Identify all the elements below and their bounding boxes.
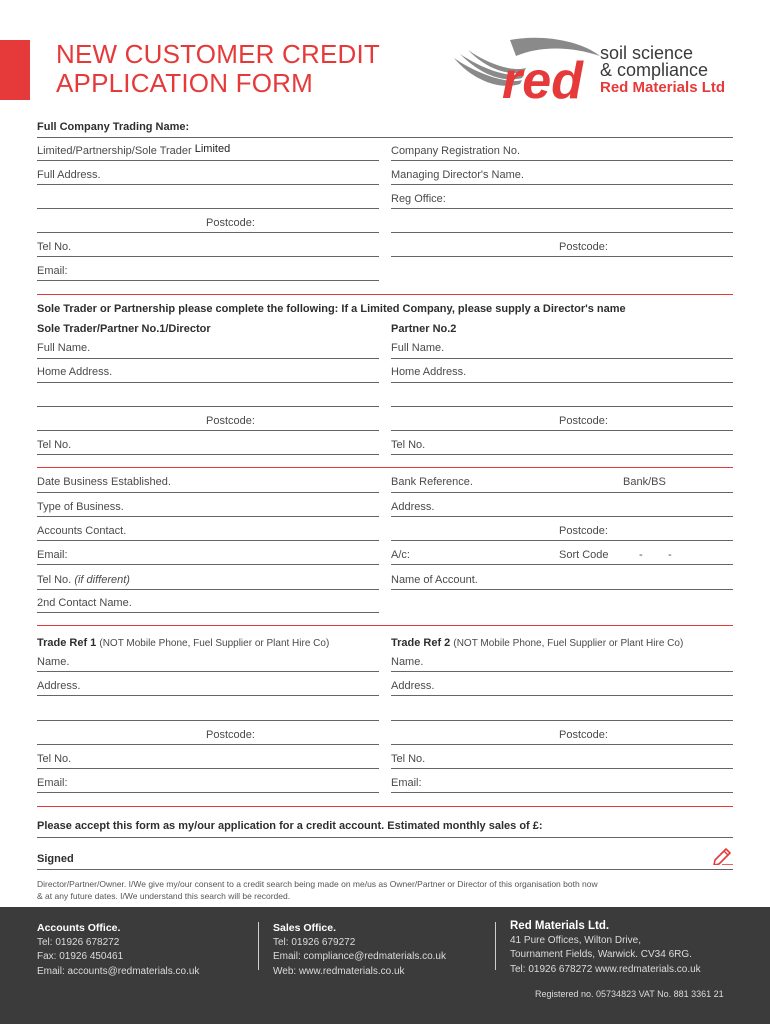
sort-code-label: Sort Code: [559, 549, 609, 561]
business-tel-field[interactable]: [37, 589, 379, 590]
company-address-2: Tournament Fields, Warwick. CV34 6RG.: [510, 949, 692, 960]
full-address-line-2[interactable]: [37, 208, 379, 209]
trade-ref-1-postcode-label: Postcode:: [206, 729, 255, 741]
footer-divider: [495, 922, 496, 970]
partner-2-address-line-2[interactable]: [391, 406, 733, 407]
title-line-2: APPLICATION FORM: [56, 68, 313, 98]
company-tel-field[interactable]: [37, 256, 379, 257]
second-contact-field[interactable]: [37, 612, 379, 613]
company-details: [510, 919, 701, 977]
trade-ref-2-address-line-2[interactable]: [391, 720, 733, 721]
trade-ref-2-postcode-field[interactable]: [391, 744, 733, 745]
reg-no-label: Company Registration No.: [391, 145, 521, 157]
reg-office-line-2[interactable]: [391, 232, 733, 233]
bank-bs-label: Bank/BS: [623, 476, 666, 488]
sales-office-tel: Tel: 01926 679272: [273, 936, 356, 948]
logo-line-3: Red Materials Ltd: [600, 79, 726, 96]
accounts-office-email[interactable]: Email: accounts@redmaterials.co.uk: [37, 965, 200, 977]
trade-ref-1-heading: Trade Ref 1 (NOT Mobile Phone, Fuel Supplier or Plant Hire Co): [37, 637, 330, 649]
partner-1-heading: Sole Trader/Partner No.1/Director: [37, 323, 211, 335]
trading-name-field[interactable]: [37, 137, 733, 138]
business-email-label: Email:: [37, 549, 68, 561]
partner-1-address-label: Home Address.: [37, 366, 113, 378]
reg-no-field[interactable]: [391, 160, 733, 161]
trade-ref-2-email-label: Email:: [391, 777, 422, 789]
trade-ref-1-address-line-2[interactable]: [37, 720, 379, 721]
partner-1-address-field[interactable]: [37, 382, 379, 383]
trade-ref-1-email-field[interactable]: [37, 792, 379, 793]
trade-ref-2-address-label: Address.: [391, 680, 435, 692]
managing-director-field[interactable]: [391, 184, 733, 185]
logo-text: [600, 45, 725, 96]
trade-ref-1-tel-label: Tel No.: [37, 753, 72, 765]
company-postcode-label: Postcode:: [206, 217, 255, 229]
signed-label: Signed: [37, 853, 74, 865]
trading-name-label: Full Company Trading Name:: [37, 121, 190, 133]
sales-office-title: Sales Office.: [273, 922, 337, 934]
second-contact-label: 2nd Contact Name.: [37, 597, 132, 609]
partner-1-name-label: Full Name.: [37, 342, 91, 354]
trade-ref-1-address-field[interactable]: [37, 695, 379, 696]
date-established-field[interactable]: [37, 492, 379, 493]
trade-ref-1-name-label: Name.: [37, 656, 70, 668]
partner-1-postcode-field[interactable]: [37, 430, 379, 431]
entity-type-value[interactable]: Limited: [194, 143, 231, 155]
full-address-label: Full Address.: [37, 169, 101, 181]
bank-reference-label: Bank Reference.: [391, 476, 473, 488]
partner-2-name-field[interactable]: [391, 358, 733, 359]
logo-line-2: & compliance: [600, 60, 709, 80]
trade-ref-2-address-field[interactable]: [391, 695, 733, 696]
trade-ref-2-name-label: Name.: [391, 656, 424, 668]
partner-1-address-line-2[interactable]: [37, 406, 379, 407]
partner-1-tel-field[interactable]: [37, 454, 379, 455]
company-postcode-field[interactable]: [37, 232, 379, 233]
business-tel-label: Tel No. (if different): [37, 574, 130, 586]
partner-1-tel-label: Tel No.: [37, 439, 72, 451]
bank-reference-field[interactable]: [391, 492, 733, 493]
bank-address-label: Address.: [391, 501, 435, 513]
logo-word: red: [502, 52, 583, 106]
section-divider: [37, 294, 733, 295]
account-name-label: Name of Account.: [391, 574, 478, 586]
accounts-office-title: Accounts Office.: [37, 922, 121, 934]
entity-type-label: Limited/Partnership/Sole Trader Limited: [37, 143, 231, 157]
pencil-icon[interactable]: [712, 845, 734, 865]
partner-2-address-label: Home Address.: [391, 366, 467, 378]
partner-2-tel-field[interactable]: [391, 454, 733, 455]
registration-info: Registered no. 05734823 VAT No. 881 3361 21: [535, 989, 724, 999]
monthly-sales-label: Please accept this form as my/our application for a credit account. Estimated monthly sales of £:: [37, 820, 543, 832]
company-email-field[interactable]: [37, 280, 379, 281]
section-divider: [37, 625, 733, 626]
business-email-field[interactable]: [37, 564, 379, 565]
accounts-office: [37, 921, 199, 979]
trade-ref-2-name-field[interactable]: [391, 671, 733, 672]
sales-office-email[interactable]: Email: compliance@redmaterials.co.uk: [273, 951, 446, 962]
logo-line-1: soil science: [600, 43, 694, 63]
accounts-contact-label: Accounts Contact.: [37, 525, 127, 537]
company-address-1: 41 Pure Offices, Wilton Drive,: [510, 934, 641, 946]
sales-office: [273, 921, 446, 979]
trade-ref-1-address-label: Address.: [37, 680, 81, 692]
date-established-label: Date Business Established.: [37, 476, 171, 488]
account-name-field[interactable]: [391, 589, 733, 590]
managing-director-label: Managing Director's Name.: [391, 169, 524, 181]
reg-office-label: Reg Office:: [391, 193, 446, 205]
trade-ref-2-tel-label: Tel No.: [391, 753, 426, 765]
section-divider: [37, 806, 733, 807]
bank-postcode-field[interactable]: [391, 540, 733, 541]
footer: [0, 907, 770, 1024]
accounts-office-fax: Fax: 01926 450461: [37, 951, 124, 962]
company-tel-label: Tel No.: [37, 241, 72, 253]
trade-ref-2-heading: Trade Ref 2 (NOT Mobile Phone, Fuel Supplier or Plant Hire Co): [391, 637, 684, 649]
page-title: [56, 40, 380, 98]
section-divider: [37, 467, 733, 468]
trade-ref-2-tel-field[interactable]: [391, 768, 733, 769]
trade-ref-2-postcode-label: Postcode:: [559, 729, 608, 741]
partner-2-address-field[interactable]: [391, 382, 733, 383]
sort-code-dash-2: -: [668, 549, 672, 561]
partner-2-name-label: Full Name.: [391, 342, 445, 354]
consent-text: [37, 878, 737, 902]
reg-office-postcode-field[interactable]: [391, 256, 733, 257]
entity-type-field[interactable]: [37, 160, 379, 161]
partners-instruction: Sole Trader or Partnership please complete the following: If a Limited Company, please supply a Director's name: [37, 303, 626, 315]
bank-address-field[interactable]: [391, 516, 733, 517]
full-address-field[interactable]: [37, 184, 379, 185]
partner-1-postcode-label: Postcode:: [206, 415, 255, 427]
accounts-contact-field[interactable]: [37, 540, 379, 541]
business-type-field[interactable]: [37, 516, 379, 517]
red-accent-bar: [0, 40, 30, 100]
company-email-label: Email:: [37, 265, 68, 277]
partner-1-name-field[interactable]: [37, 358, 379, 359]
bank-postcode-label: Postcode:: [559, 525, 608, 537]
footer-divider: [258, 922, 259, 970]
sales-office-web[interactable]: Web: www.redmaterials.co.uk: [273, 965, 405, 977]
account-sort-code-field[interactable]: [391, 564, 733, 565]
sort-code-dash-1: -: [639, 549, 643, 561]
tel-if-different-note: (if different): [74, 574, 130, 586]
trade-ref-1-email-label: Email:: [37, 777, 68, 789]
partner-2-postcode-field[interactable]: [391, 430, 733, 431]
business-type-label: Type of Business.: [37, 501, 124, 513]
trade-ref-1-postcode-field[interactable]: [37, 744, 379, 745]
partner-2-postcode-label: Postcode:: [559, 415, 608, 427]
consent-line-1: Director/Partner/Owner. I/We give my/our consent to a credit search being made on me/us as Owner/Partner or Director of this organisation both now: [37, 879, 598, 889]
reg-office-postcode-label: Postcode:: [559, 241, 608, 253]
company-details-title: Red Materials Ltd.: [510, 920, 610, 932]
reg-office-field[interactable]: [391, 208, 733, 209]
trade-ref-2-email-field[interactable]: [391, 792, 733, 793]
account-number-label: A/c:: [391, 549, 410, 561]
partner-2-tel-label: Tel No.: [391, 439, 426, 451]
trade-ref-1-name-field[interactable]: [37, 671, 379, 672]
monthly-sales-field[interactable]: [37, 837, 733, 838]
company-tel-web: Tel: 01926 678272 www.redmaterials.co.uk: [510, 963, 701, 975]
signature-field[interactable]: [37, 869, 733, 870]
consent-line-2: & at any future dates. I/We understand this search will be recorded.: [37, 891, 291, 901]
title-line-1: NEW CUSTOMER CREDIT: [56, 39, 380, 69]
accounts-office-tel: Tel: 01926 678272: [37, 936, 120, 948]
trade-ref-1-tel-field[interactable]: [37, 768, 379, 769]
partner-2-heading: Partner No.2: [391, 323, 457, 335]
